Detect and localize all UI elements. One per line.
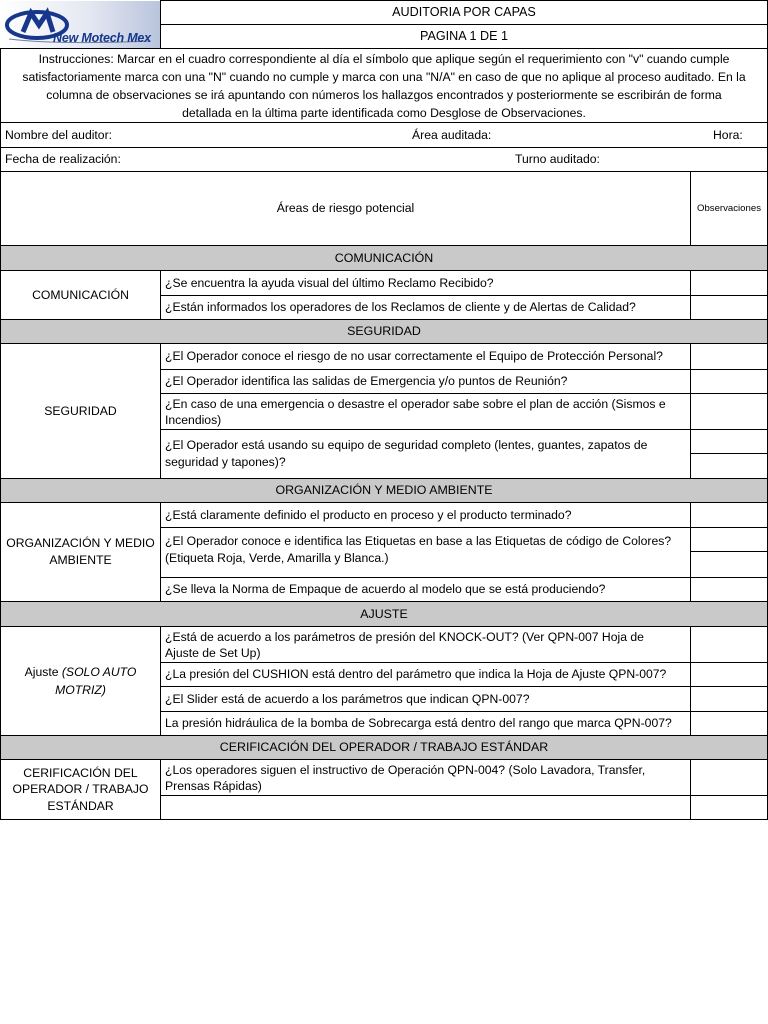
observation-cell[interactable] — [691, 712, 767, 735]
company-name: New Motech Mex — [53, 31, 151, 45]
question-ajuste-3: ¿El Slider está de acuerdo a los parámetros que indican QPN-007? — [165, 691, 530, 706]
observation-cell[interactable] — [691, 394, 767, 429]
observation-cell[interactable] — [691, 760, 767, 795]
question-certificacion-1-line-2: Prensas Rápidas) — [165, 778, 262, 793]
question-seguridad-4-line-2: seguridad y tapones)? — [165, 455, 286, 469]
observation-cell[interactable] — [691, 687, 767, 711]
question-organizacion-2-line-2: (Etiqueta Roja, Verde, Amarilla y Blanca.) — [165, 551, 389, 565]
question-seguridad-1: ¿El Operador conoce el riesgo de no usar correctamente el Equipo de Protección Personal? — [165, 349, 663, 363]
observation-cell[interactable] — [691, 430, 767, 453]
category-ajuste-note: (SOLO AUTO — [61, 665, 137, 679]
question-certificacion-1 — [165, 760, 689, 795]
instructions-line-4: detallada en la última parte identificada como Desglose de Observaciones. — [182, 105, 586, 120]
auditor-name-field[interactable]: Nombre del auditor: — [5, 127, 113, 142]
question-organizacion-2 — [165, 528, 689, 577]
observation-cell[interactable] — [691, 454, 767, 478]
category-certificacion — [1, 760, 160, 819]
section-title-ajuste: AJUSTE — [360, 606, 408, 621]
category-organizacion-line-1: ORGANIZACIÓN Y MEDIO — [6, 536, 155, 550]
observaciones-header: Observaciones — [697, 203, 761, 214]
question-ajuste-2: ¿La presión del CUSHION está dentro del parámetro que indica la Hoja de Ajuste QPN-007? — [165, 667, 667, 681]
question-organizacion-3: ¿Se lleva la Norma de Empaque de acuerdo al modelo que se está produciendo? — [165, 582, 606, 596]
observation-cell[interactable] — [691, 528, 767, 551]
observation-cell[interactable] — [691, 552, 767, 577]
observation-cell[interactable] — [691, 627, 767, 662]
category-comunicacion: COMUNICACIÓN — [32, 287, 129, 302]
question-ajuste-1 — [165, 627, 689, 662]
observation-cell[interactable] — [691, 503, 767, 527]
question-comunicacion-1: ¿Se encuentra la ayuda visual del último Reclamo Recibido? — [165, 275, 494, 290]
empty-question-row — [161, 796, 690, 819]
observation-cell[interactable] — [691, 578, 767, 601]
category-certificacion-line-3: ESTÁNDAR — [47, 798, 114, 813]
company-logo — [1, 1, 160, 48]
observation-cell[interactable] — [691, 344, 767, 369]
category-seguridad: SEGURIDAD — [44, 403, 117, 418]
question-seguridad-2: ¿El Operador identifica las salidas de Emergencia y/o puntos de Reunión? — [165, 374, 568, 388]
category-ajuste-line-1 — [25, 663, 137, 681]
category-ajuste-label: Ajuste — [24, 665, 59, 679]
turno-field[interactable]: Turno auditado: — [515, 152, 600, 166]
question-seguridad-4 — [165, 430, 689, 478]
question-seguridad-3-line-1: ¿En caso de una emergencia o desastre el operador sabe sobre el plan de acción (Sismos e — [165, 396, 666, 411]
category-ajuste — [1, 627, 160, 735]
observation-cell[interactable] — [691, 271, 767, 295]
instructions-line-2: satisfactoriamente marca con una "N" cuando no cumple y marca con una "N/A" en caso de que no aplique al proceso auditado. En la — [22, 69, 746, 84]
areas-header: Áreas de riesgo potencial — [276, 201, 415, 215]
hora-field[interactable]: Hora: — [713, 127, 743, 142]
question-ajuste-1-line-2: Ajuste de Set Up) — [165, 645, 261, 660]
category-organizacion — [1, 503, 160, 601]
category-organizacion-line-2: AMBIENTE — [49, 553, 112, 567]
section-title-organizacion: ORGANIZACIÓN Y MEDIO AMBIENTE — [275, 483, 493, 497]
observation-cell[interactable] — [691, 370, 767, 393]
fecha-field[interactable]: Fecha de realización: — [5, 152, 121, 166]
area-field[interactable]: Área auditada: — [412, 127, 492, 142]
observation-cell[interactable] — [691, 663, 767, 686]
section-title-comunicacion: COMUNICACIÓN — [334, 250, 434, 265]
form-title: AUDITORIA POR CAPAS — [392, 5, 536, 19]
question-organizacion-1: ¿Está claramente definido el producto en proceso y el producto terminado? — [165, 507, 572, 522]
instructions — [1, 49, 767, 122]
question-seguridad-3-line-2: Incendios) — [165, 412, 222, 427]
section-title-certificacion: CERIFICACIÓN DEL OPERADOR / TRABAJO ESTÁNDAR — [219, 740, 549, 754]
observation-cell[interactable] — [691, 796, 767, 819]
question-ajuste-1-line-1: ¿Está de acuerdo a los parámetros de presión del KNOCK-OUT? (Ver QPN-007 Hoja de — [165, 629, 644, 644]
question-organizacion-2-line-1: ¿El Operador conoce e identifica las Etiquetas en base a las Etiquetas de código de Colores? — [165, 534, 672, 548]
observation-cell[interactable] — [691, 296, 767, 319]
category-certificacion-line-2: OPERADOR / TRABAJO — [12, 782, 149, 797]
question-ajuste-4: La presión hidráulica de la bomba de Sobrecarga está dentro del rango que marca QPN-007? — [165, 716, 672, 730]
question-seguridad-3 — [165, 394, 689, 429]
section-title-seguridad: SEGURIDAD — [347, 324, 421, 338]
page-indicator: PAGINA 1 DE 1 — [420, 29, 508, 43]
category-ajuste-line-2: MOTRIZ) — [55, 683, 106, 697]
instructions-line-1: Instrucciones: Marcar en el cuadro correspondiente al día el símbolo que aplique según el requerimiento con "v" cuando cumple — [38, 51, 730, 66]
instructions-line-3: columna de observaciones se irá apuntando con números los hallazgos encontrados y posteriormente se escribirán de forma — [46, 87, 722, 102]
question-comunicacion-2: ¿Están informados los operadores de los Reclamos de cliente y de Alertas de Calidad? — [165, 300, 636, 314]
question-certificacion-1-line-1: ¿Los operadores siguen el instructivo de Operación QPN-004? (Solo Lavadora, Transfer, — [165, 762, 646, 777]
category-certificacion-line-1: CERIFICACIÓN DEL — [23, 765, 138, 780]
question-seguridad-4-line-1: ¿El Operador está usando su equipo de seguridad completo (lentes, guantes, zapatos de — [165, 438, 648, 452]
